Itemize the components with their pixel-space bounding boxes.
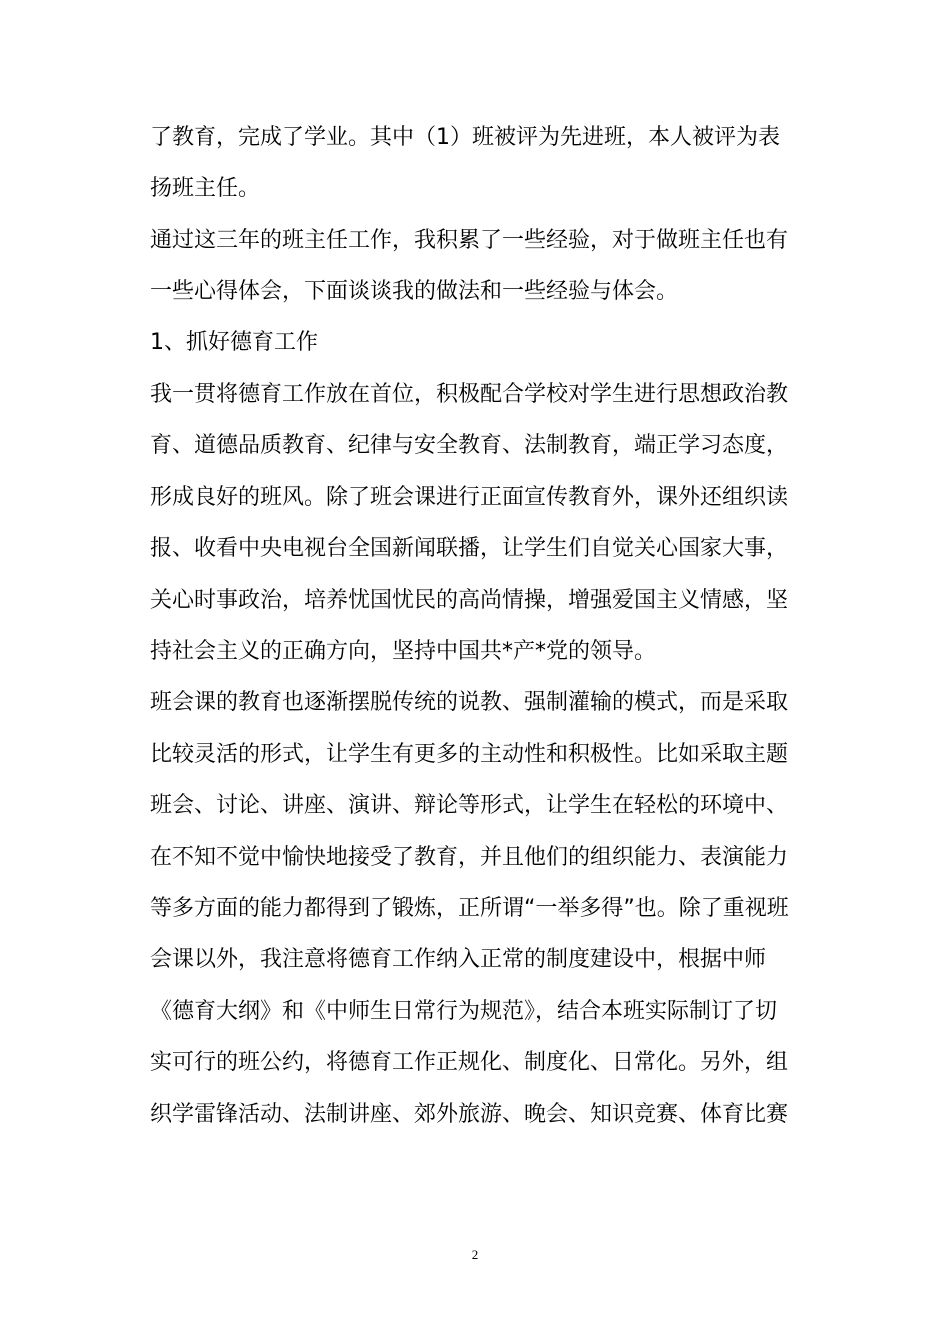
section-heading: 1、抓好德育工作 [150,330,318,355]
body-text-line: 一些心得体会，下面谈谈我的做法和一些经验与体会。 [150,279,679,304]
body-text-line: 织学雷锋活动、法制讲座、郊外旅游、晚会、知识竞赛、体育比赛 [150,1102,789,1127]
body-text-line: 扬班主任。 [150,176,261,201]
body-text-line: 我一贯将德育工作放在首位，积极配合学校对学生进行思想政治教 [150,382,789,407]
body-text-line: 比较灵活的形式，让学生有更多的主动性和积极性。比如采取主题 [150,742,789,767]
body-text-line: 持社会主义的正确方向，坚持中国共*产*党的领导。 [150,639,657,664]
body-text-line: 等多方面的能力都得到了锻炼，正所谓“一举多得”也。除了重视班 [150,896,789,921]
body-text-line: 《德育大纲》和《中师生日常行为规范》，结合本班实际制订了切 [150,999,778,1024]
body-text-line: 关心时事政治，培养忧国忧民的高尚情操，增强爱国主义情感，坚 [150,588,789,613]
body-text-line: 在不知不觉中愉快地接受了教育，并且他们的组织能力、表演能力 [150,845,789,870]
body-text-line: 班会课的教育也逐渐摆脱传统的说教、强制灌输的模式，而是采取 [150,690,789,715]
body-text-line: 育、道德品质教育、纪律与安全教育、法制教育，端正学习态度， [150,433,789,458]
body-text-line: 报、收看中央电视台全国新闻联播，让学生们自觉关心国家大事， [150,536,789,561]
page-number: 2 [471,1247,479,1262]
body-text-line: 通过这三年的班主任工作，我积累了一些经验，对于做班主任也有 [150,228,789,253]
body-text-line: 实可行的班公约，将德育工作正规化、制度化、日常化。另外，组 [150,1050,789,1075]
body-text-line: 班会、讨论、讲座、演讲、辩论等形式，让学生在轻松的环境中、 [150,793,789,818]
body-text-line: 了教育，完成了学业。其中（1）班被评为先进班，本人被评为表 [150,125,780,150]
body-text-line: 会课以外，我注意将德育工作纳入正常的制度建设中，根据中师 [150,947,767,972]
body-text-line: 形成良好的班风。除了班会课进行正面宣传教育外，课外还组织读 [150,485,789,510]
